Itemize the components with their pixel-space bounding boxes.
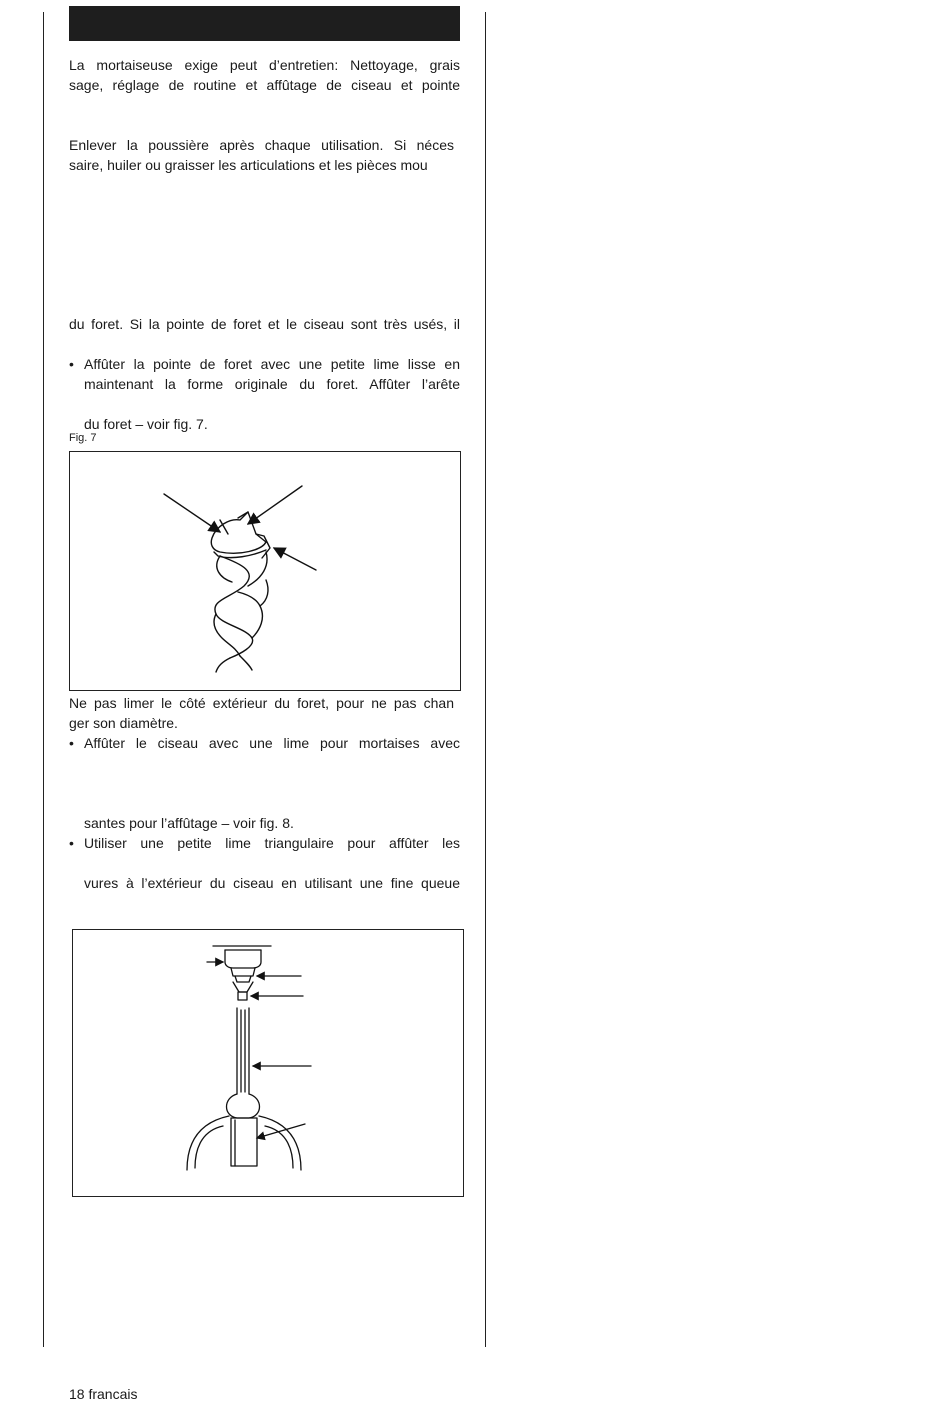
paragraph-maintenance-line-1: La mortaiseuse exige peut d’entretien: Nettoyage, grais — [69, 57, 460, 73]
bullet-2-line-2: santes pour l’affûtage – voir fig. 8. — [84, 815, 294, 831]
paragraph-cleaning-line-1: Enlever la poussière après chaque utilisation. Si néces — [69, 137, 454, 153]
warning-line-1: Ne pas limer le côté extérieur du foret, pour ne pas chan — [69, 695, 454, 711]
warning-line-2: ger son diamètre. — [69, 715, 178, 731]
drill-bit-illustration — [70, 452, 460, 690]
left-margin-rule — [43, 12, 44, 1347]
column-divider-rule — [485, 12, 486, 1347]
paragraph-worn-bit-line: du foret. Si la pointe de foret et le ciseau sont très usés, il — [69, 316, 460, 332]
bullet-1-line-2: maintenant la forme originale du foret. Affûter l’arête — [84, 376, 460, 392]
chisel-sharpening-illustration — [73, 930, 463, 1196]
paragraph-cleaning-line-2: saire, huiler ou graisser les articulations et les pièces mou — [69, 157, 428, 173]
figure-8-chisel-sharpening — [72, 929, 464, 1197]
paragraph-maintenance-line-2: sage, réglage de routine et affûtage de ciseau et pointe — [69, 77, 460, 93]
bullet-3-line-1: Utiliser une petite lime triangulaire pour affûter les — [84, 835, 460, 851]
figure-7-drill-bit — [69, 451, 461, 691]
bullet-3-line-2: vures à l’extérieur du ciseau en utilisant une fine queue — [84, 875, 460, 891]
bullet-1-line-3: du foret – voir fig. 7. — [84, 416, 208, 432]
bullet-3-symbol: • — [69, 835, 74, 851]
bullet-2-line-1: Affûter le ciseau avec une lime pour mortaises avec — [84, 735, 460, 751]
page-footer-label: 18 francais — [69, 1386, 138, 1402]
bullet-1-symbol: • — [69, 356, 74, 372]
bullet-2-symbol: • — [69, 735, 74, 751]
bullet-1-line-1: Affûter la pointe de foret avec une petite lime lisse en — [84, 356, 460, 372]
figure-7-caption: Fig. 7 — [69, 432, 97, 444]
section-header-bar — [69, 6, 460, 41]
